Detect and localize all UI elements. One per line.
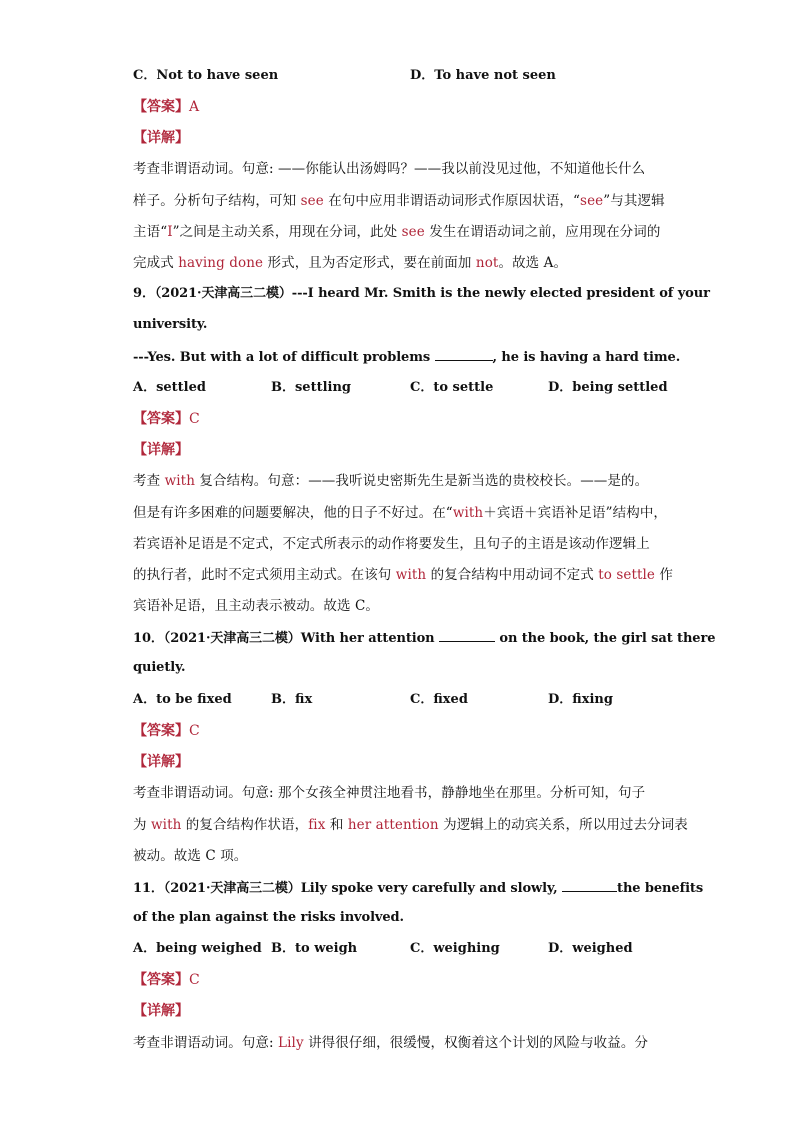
answer-blank — [435, 346, 493, 361]
detail-text-line: 样子。分析句子结构，可知 see 在句中应用非谓语动词形式作原因状语，“see”与其逻辑 — [133, 193, 665, 209]
q10-option-b: B．fix — [271, 692, 313, 707]
q11-option-d: D．weighed — [548, 941, 633, 956]
question-10-stem: 10．（2021·天津高三二模）With her attention on the book, the girl sat there — [133, 627, 673, 649]
q9-detail-label: 【详解】 — [133, 442, 189, 458]
q9-option-b: B．settling — [271, 380, 352, 395]
q11-option-b: B．to weigh — [271, 941, 358, 956]
detail-label: 【详解】 — [133, 130, 189, 146]
q9-option-d: D．being settled — [548, 380, 668, 395]
q9-option-a: A．settled — [133, 380, 206, 395]
q9-detail-line: 但是有许多困难的问题要解决，他的日子不好过。在“with＋宾语＋宾语补足语”结构中， — [133, 505, 668, 521]
q11-detail-line: 考查非谓语动词。句意: Lily 讲得很仔细，很缓慢，权衡着这个计划的风险与收益。分 — [133, 1035, 649, 1051]
answer-label: 【答案】 — [133, 99, 189, 115]
option-d: D．To have not seen — [410, 68, 556, 83]
q9-detail-line: 考查 with 复合结构。句意：——我听说史密斯先生是新当选的贵校校长。——是的。 — [133, 473, 649, 489]
detail-label-line — [133, 128, 673, 148]
question-11-stem: 11．（2021·天津高三二模）Lily spoke very carefully and slowly, the benefits — [133, 877, 673, 899]
q10-detail-line: 被动。故选 C 项。 — [133, 848, 248, 864]
q9-detail-line: 若宾语补足语是不定式，不定式所表示的动作将要发生，且句子的主语是该动作逻辑上 — [133, 536, 650, 552]
question-11-stem: of the plan against the risks involved. — [133, 910, 404, 925]
q10-detail-line: 为 with 的复合结构作状语，fix 和 her attention 为逻辑上的动宾关系，所以用过去分词表 — [133, 817, 688, 833]
answer-line — [133, 97, 673, 117]
q9-option-c: C．to settle — [410, 380, 494, 395]
q10-detail-line: 考查非谓语动词。句意: 那个女孩全神贯注地看书，静静地坐在那里。分析可知，句子 — [133, 785, 646, 801]
q10-option-d: D．fixing — [548, 692, 613, 707]
question-9-stem: university. — [133, 317, 208, 332]
detail-text-line: 主语“I”之间是主动关系，用现在分词，此处 see 发生在谓语动词之前，应用现在分词的 — [133, 224, 661, 240]
answer-blank — [562, 877, 617, 892]
detail-text-line: 考查非谓语动词。句意: ——你能认出汤姆吗？——我以前没见过他，不知道他长什么 — [133, 161, 646, 177]
q10-option-c: C．fixed — [410, 692, 468, 707]
question-9-stem: 9．（2021·天津高三二模）---I heard Mr. Smith is the newly elected president of your — [133, 286, 710, 301]
question-9-stem: ---Yes. But with a lot of difficult problems , he is having a hard time. — [133, 346, 673, 368]
answer-value: A — [189, 99, 200, 115]
q10-option-a: A．to be fixed — [133, 692, 232, 707]
q9-detail-line: 宾语补足语，且主动表示被动。故选 C。 — [133, 598, 380, 614]
q9-detail-line: 的执行者，此时不定式须用主动式。在该句 with 的复合结构中用动词不定式 to settle 作 — [133, 567, 674, 583]
q11-option-c: C．weighing — [410, 941, 500, 956]
q9-answer: 【答案】C — [133, 411, 200, 427]
option-c: C．Not to have seen — [133, 68, 279, 83]
q11-answer: 【答案】C — [133, 972, 200, 988]
q10-answer: 【答案】C — [133, 723, 200, 739]
q11-detail-label: 【详解】 — [133, 1003, 189, 1019]
detail-text-line: 完成式 having done 形式，且为否定形式，要在前面加 not。故选 A。 — [133, 255, 568, 271]
answer-blank — [439, 627, 495, 642]
question-10-stem: quietly. — [133, 660, 186, 675]
q11-option-a: A．being weighed — [133, 941, 262, 956]
q10-detail-label: 【详解】 — [133, 754, 189, 770]
